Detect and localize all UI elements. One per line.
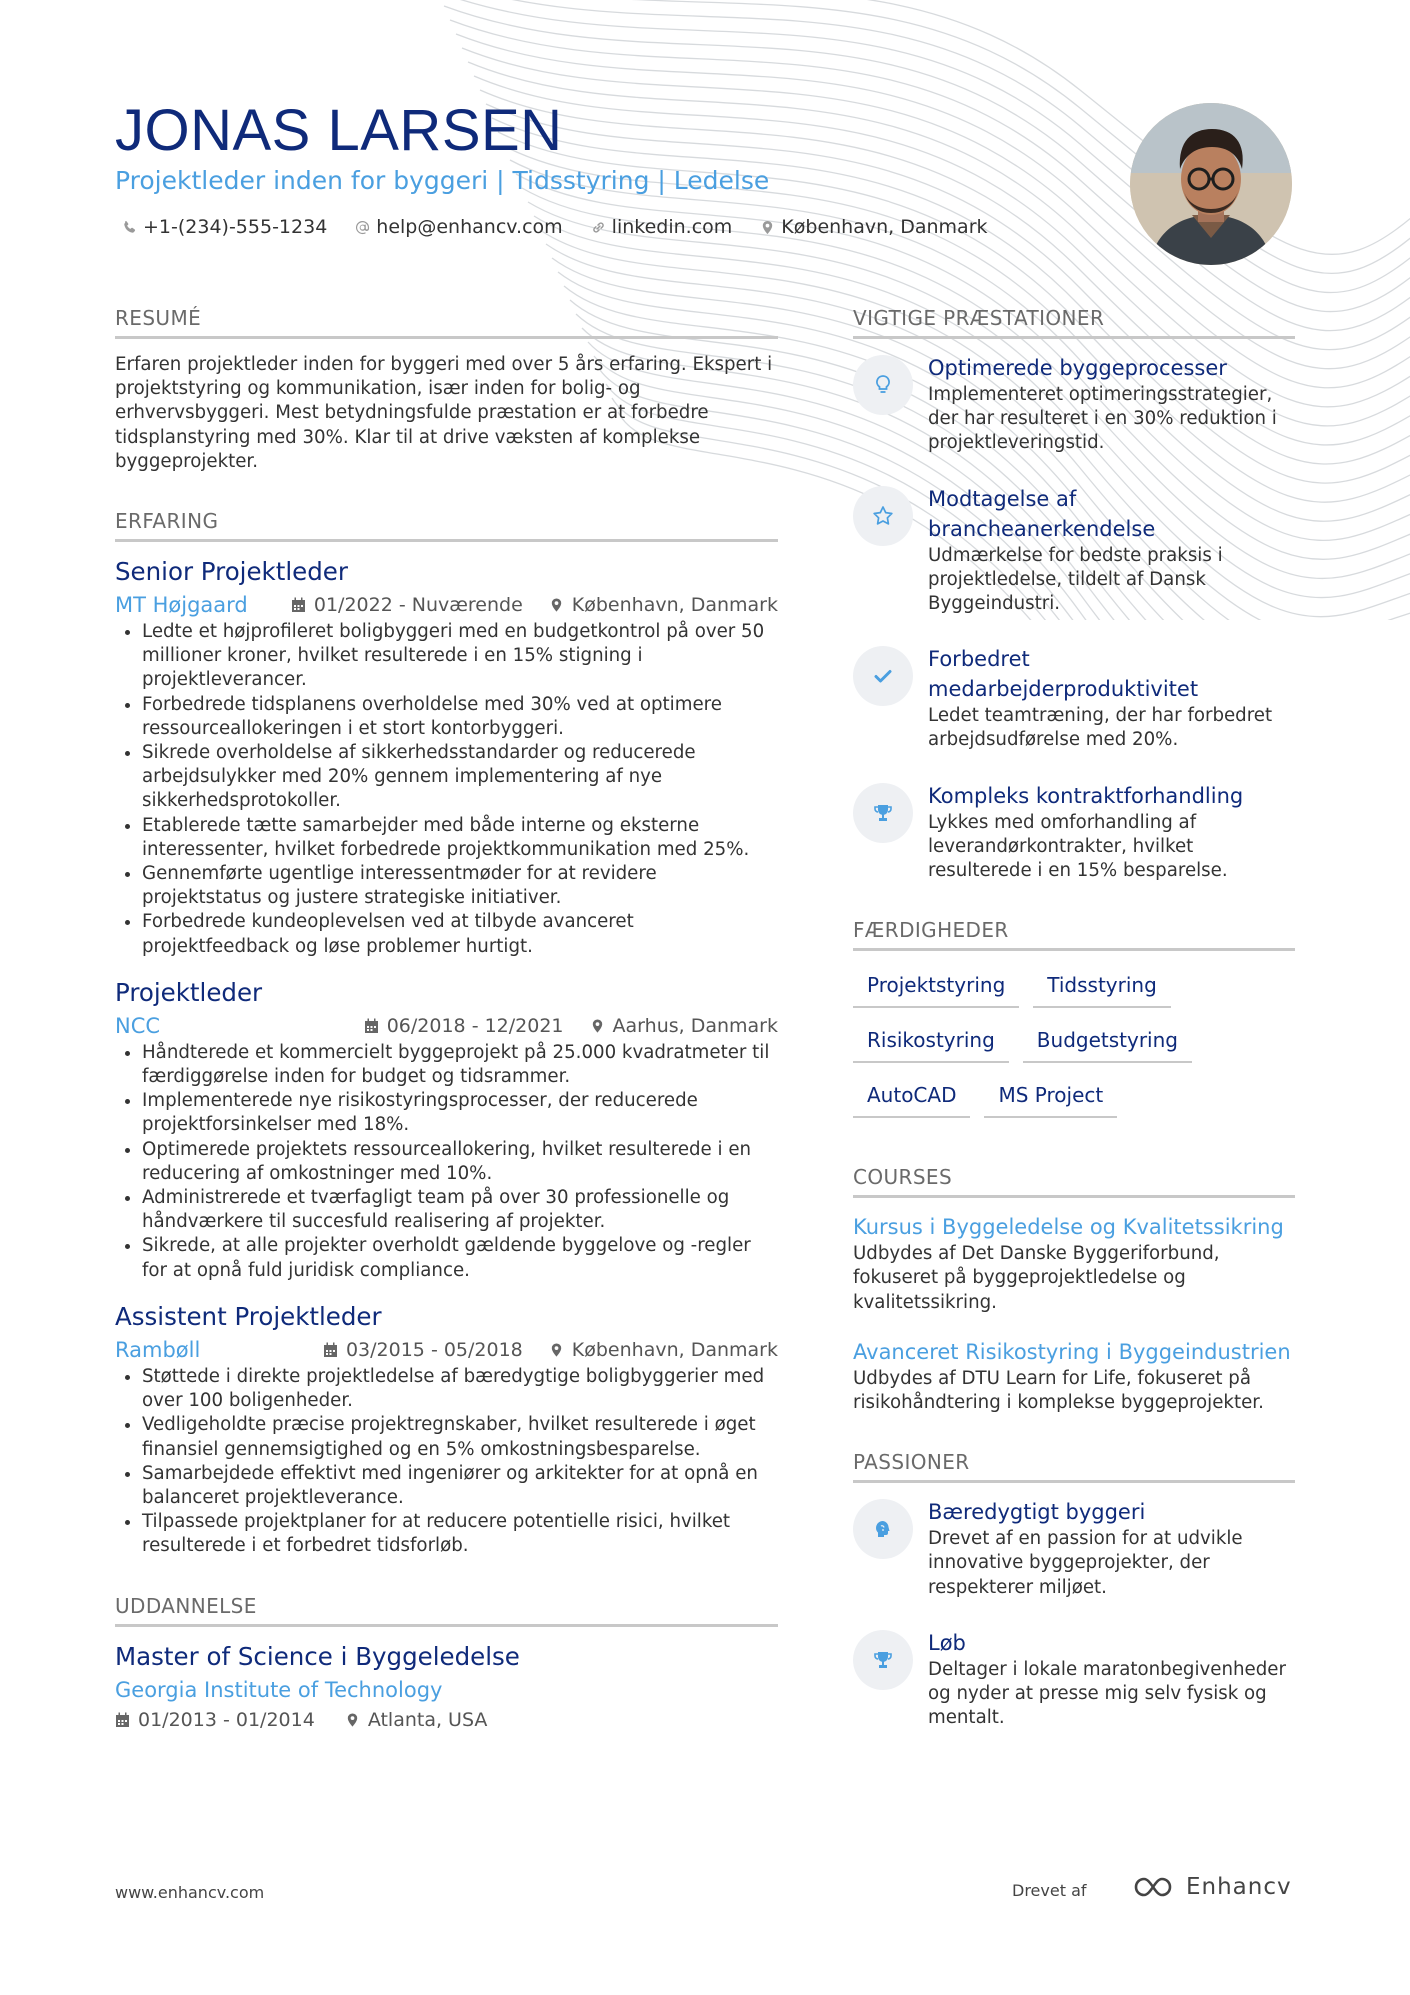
enhancv-logo-icon (1132, 1874, 1178, 1900)
summary-text: Erfaren projektleder inden for byggeri med over 5 års erfaring. Ekspert i projektstyring og kommunikation, især inden for bolig- og erhvervsbyggeri. Mest betydningsfulde præstation er at forbedre tidsplanstyring med 30%. Klar til at drive væksten af komplekse byggeprojekter. (115, 354, 773, 472)
job-bullet: • Ledte et højprofileret boligbyggeri med en budgetkontrol på over 50 millioner kroner, hvilket resulterede i en 15% stigning i projektleverancer. (142, 620, 778, 693)
experience-section (115, 508, 778, 1559)
job-title: Senior Projektleder (115, 557, 348, 587)
achievement-item (853, 353, 1295, 456)
skill-tag: Projektstyring (853, 965, 1019, 1008)
skill-tag: Risikostyring (853, 1020, 1009, 1063)
course-title: Avanceret Risikostyring i Byggeindustrien (853, 1339, 1291, 1364)
job-company: Rambøll (115, 1337, 201, 1362)
achievements-heading: VIGTIGE PRÆSTATIONER (853, 305, 1295, 339)
passions-heading: PASSIONER (853, 1449, 1295, 1483)
checkmark-icon (853, 646, 913, 706)
star-icon (853, 486, 913, 546)
contact-phone-text: +1-(234)-555-1234 (143, 216, 328, 238)
calendar-icon (291, 597, 306, 613)
education-section (115, 1593, 778, 1735)
passion-item (853, 1628, 1295, 1731)
job-date-text: 06/2018 - 12/2021 (386, 1014, 564, 1037)
left-column (115, 305, 778, 1769)
job-meta (115, 1335, 778, 1365)
brain-icon (853, 1499, 913, 1559)
achievement-desc: Lykkes med omforhandling af leverandørkontrakter, hvilket resulterede i en 15% besparelse. (928, 811, 1228, 882)
education-school: Georgia Institute of Technology (115, 1677, 443, 1702)
job-title: Projektleder (115, 977, 263, 1007)
skill-tag: MS Project (984, 1075, 1117, 1118)
job-bullet: • Etablerede tætte samarbejder med både interne og eksterne interessenter, hvilket forbedrede projektkommunikation med 25%. (142, 814, 778, 862)
job-bullet: • Vedligeholdte præcise projektregnskaber, hvilket resulterede i øget finansiel gennemsigtighed og en 5% omkostningsbesparelse. (142, 1413, 778, 1461)
job-bullet: • Forbedrede tidsplanens overholdelse med 30% ved at optimere ressourceallokeringen i et stort kontorbyggeri. (142, 693, 778, 741)
summary-heading: RESUMÉ (115, 305, 778, 339)
achievement-item (853, 781, 1295, 884)
achievements-section (853, 305, 1295, 883)
calendar-icon (323, 1342, 338, 1358)
job-meta (115, 1011, 778, 1041)
job-date (364, 1011, 564, 1041)
trophy-icon (853, 1630, 913, 1690)
contact-email[interactable] (355, 213, 562, 241)
contact-location (760, 213, 987, 241)
skill-tag: Tidsstyring (1033, 965, 1171, 1008)
skills-section (853, 917, 1295, 1130)
education-meta (115, 1705, 778, 1735)
job-location-text: Aarhus, Danmark (612, 1014, 778, 1037)
footer-url[interactable]: www.enhancv.com (115, 1883, 265, 1902)
at-icon (355, 220, 370, 235)
passion-title: Bæredygtigt byggeri (928, 1500, 1146, 1525)
contact-location-text: København, Danmark (781, 216, 988, 238)
job-entry (115, 1301, 778, 1559)
passions-section (853, 1449, 1295, 1730)
job-bullet: • Støttede i direkte projektledelse af bæredygtige boligbyggerier med over 100 boligenheder. (142, 1365, 778, 1413)
link-icon (591, 220, 606, 235)
job-company: NCC (115, 1013, 161, 1038)
skills-heading: FÆRDIGHEDER (853, 917, 1295, 951)
passion-title: Løb (928, 1630, 966, 1655)
job-location (590, 1011, 778, 1041)
location-icon (590, 1018, 605, 1034)
achievement-desc: Udmærkelse for bedste praksis i projektledelse, tildelt af Dansk Byggeindustri. (928, 544, 1223, 615)
job-title: Assistent Projektleder (115, 1301, 382, 1331)
passion-desc: Drevet af en passion for at udvikle innovative byggeprojekter, der respekterer miljøet. (928, 1528, 1243, 1598)
profile-photo (1130, 103, 1292, 265)
courses-heading: COURSES (853, 1164, 1295, 1198)
trophy-icon (853, 783, 913, 843)
enhancv-logo[interactable] (1132, 1874, 1292, 1900)
education-date-text: 01/2013 - 01/2014 (138, 1708, 315, 1731)
job-date (291, 590, 523, 620)
job-bullet: • Optimerede projektets ressourceallokering, hvilket resulterede i en reducering af omkostninger med 10%. (142, 1138, 778, 1186)
job-entry (115, 977, 778, 1283)
job-company: MT Højgaard (115, 593, 248, 618)
job-bullets (115, 1365, 778, 1559)
job-bullets (115, 620, 778, 959)
course-item (853, 1337, 1295, 1415)
location-icon (760, 220, 775, 235)
job-date-text: 03/2015 - 05/2018 (345, 1338, 523, 1361)
right-column (853, 305, 1295, 1764)
calendar-icon (364, 1018, 379, 1034)
lightbulb-icon (853, 355, 913, 415)
location-icon (549, 597, 564, 613)
job-date (323, 1335, 523, 1365)
experience-heading: ERFARING (115, 508, 778, 542)
education-location-text: Atlanta, USA (367, 1708, 488, 1731)
job-bullet: • Tilpassede projektplaner for at reducere potentielle risici, hvilket resulterede i et forbedret tidsforløb. (142, 1510, 778, 1558)
contact-email-text: help@enhancv.com (376, 216, 563, 238)
achievement-title: Kompleks kontraktforhandling (928, 783, 1244, 808)
passion-item (853, 1497, 1295, 1600)
candidate-subtitle: Projektleder inden for byggeri | Tidsstyring | Ledelse (115, 166, 770, 195)
education-heading: UDDANNELSE (115, 1593, 778, 1627)
location-icon (549, 1342, 564, 1358)
job-date-text: 01/2022 - Nuværende (313, 594, 523, 617)
course-title: Kursus i Byggeledelse og Kvalitetssikring (853, 1215, 1284, 1240)
calendar-icon (115, 1712, 130, 1728)
education-degree: Master of Science i Byggeledelse (115, 1641, 520, 1671)
job-location (549, 1335, 778, 1365)
courses-section (853, 1164, 1295, 1415)
job-bullet: • Sikrede, at alle projekter overholdt gældende byggelove og -regler for at opnå fuld juridisk compliance. (142, 1234, 778, 1282)
job-bullet: • Gennemførte ugentlige interessentmøder for at revidere projektstatus og justere strategiske initiativer. (142, 862, 778, 910)
achievement-title: Optimerede byggeprocesser (928, 356, 1227, 380)
summary-section (115, 305, 778, 474)
job-bullet: • Sikrede overholdelse af sikkerhedsstandarder og reducerede arbejdsulykker med 20% gennem implementering af nye sikkerhedsprotokoller. (142, 741, 778, 814)
job-meta (115, 590, 778, 620)
job-bullet: • Forbedrede kundeoplevelsen ved at tilbyde avanceret projektfeedback og løse problemer hurtigt. (142, 910, 778, 958)
footer-powered-by: Drevet af (1012, 1881, 1087, 1900)
job-entry (115, 556, 778, 959)
skill-tag: Budgetstyring (1023, 1020, 1192, 1063)
job-bullet: • Samarbejdede effektivt med ingeniører og arkitekter for at opnå en balanceret projektleverance. (142, 1462, 778, 1510)
phone-icon (122, 220, 137, 235)
job-bullet: • Administrerede et tværfagligt team på over 30 professionelle og håndværkere til succesfuld realisering af projekter. (142, 1186, 778, 1234)
passion-desc: Deltager i lokale maratonbegivenheder og nyder at presse mig selv fysisk og mentalt. (928, 1658, 1286, 1729)
skills-list (853, 965, 1295, 1130)
education-location (345, 1705, 488, 1735)
achievement-desc: Implementeret optimeringsstrategier, der har resulteret i en 30% reduktion i projektleveringstid. (928, 384, 1277, 454)
achievement-item (853, 644, 1295, 752)
job-bullets (115, 1041, 778, 1283)
contact-linkedin-text: linkedin.com (611, 216, 733, 238)
contact-phone[interactable] (122, 213, 327, 241)
avatar (1130, 103, 1292, 265)
education-date (115, 1705, 315, 1735)
job-bullet: • Håndterede et kommercielt byggeprojekt på 25.000 kvadratmeter til færdiggørelse inden for budget og tidsrammer. (142, 1041, 778, 1089)
job-location (549, 590, 778, 620)
achievement-desc: Ledet teamtræning, der har forbedret arbejdsudførelse med 20%. (928, 705, 1273, 751)
achievement-title: Modtagelse af brancheanerkendelse (928, 486, 1156, 541)
job-bullet: • Implementerede nye risikostyringsprocesser, der reducerede projektforsinkelser med 18%. (142, 1089, 778, 1137)
achievement-item (853, 484, 1295, 617)
job-location-text: København, Danmark (571, 594, 778, 617)
job-location-text: København, Danmark (571, 1338, 778, 1361)
course-item (853, 1212, 1295, 1315)
contact-bar (122, 213, 1016, 241)
candidate-name: JONAS LARSEN (115, 98, 563, 163)
course-desc: Udbydes af Det Danske Byggeriforbund, fokuseret på byggeprojektledelse og kvalitetssikring. (853, 1243, 1220, 1313)
location-icon (345, 1712, 360, 1728)
contact-linkedin[interactable] (591, 213, 733, 241)
enhancv-brand-text: Enhancv (1186, 1874, 1292, 1900)
course-desc: Udbydes af DTU Learn for Life, fokuseret på risikohåndtering i komplekse byggeprojekter. (853, 1367, 1264, 1414)
achievement-title: Forbedret medarbejderproduktivitet (928, 647, 1199, 702)
skill-tag: AutoCAD (853, 1075, 970, 1118)
